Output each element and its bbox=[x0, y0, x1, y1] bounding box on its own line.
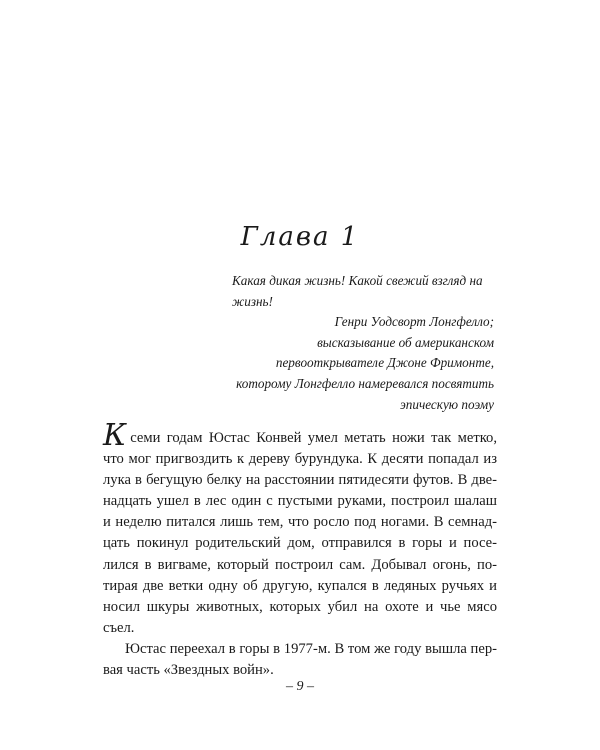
text-line: носил шкуры животных, которых убил на охоте и чье мясо bbox=[103, 598, 497, 615]
page-number: – 9 – bbox=[286, 679, 314, 694]
text-line: лука в бегущую белку на расстоянии пятидесяти футов. В две- bbox=[103, 472, 497, 489]
text-line bbox=[103, 418, 497, 453]
epigraph-attribution bbox=[232, 312, 494, 415]
text-line: и неделю питался лишь тем, что росло под ногами. В семнад- bbox=[103, 514, 497, 531]
text-line: вая часть «Звездных войн». bbox=[103, 662, 274, 679]
text-line: что мог пригвоздить к дереву бурундука. К десяти попадал из bbox=[103, 451, 497, 468]
epigraph-attribution-line: которому Лонгфелло намеревался посвятить bbox=[236, 375, 494, 391]
epigraph-attribution-line: первооткрывателе Джоне Фримонте, bbox=[275, 355, 494, 371]
epigraph bbox=[232, 271, 494, 415]
paragraph bbox=[103, 418, 497, 639]
epigraph-attribution-line: высказывание об американском bbox=[317, 334, 494, 350]
chapter-title: Глава 1 bbox=[240, 222, 360, 252]
body-text bbox=[103, 418, 497, 681]
text-line: лился в вигваме, который построил сам. Добывал огонь, по- bbox=[103, 556, 497, 573]
drop-cap: К bbox=[103, 418, 127, 453]
text-line: съел. bbox=[103, 619, 135, 636]
epigraph-quote-line: Какая дикая жизнь! Какой свежий взгляд на bbox=[232, 273, 483, 288]
epigraph-quote-line: жизнь! bbox=[232, 293, 273, 309]
text-line: Юстас переехал в горы в 1977-м. В том же году вышла пер- bbox=[125, 640, 497, 657]
paragraph bbox=[103, 639, 497, 681]
text-line: тирая две ветки одну об другую, купался в ледяных ручьях и bbox=[103, 577, 497, 594]
epigraph-quote bbox=[232, 271, 494, 312]
text-line: надцать ушел в лес один с пустыми руками, построил шалаш bbox=[103, 493, 497, 510]
epigraph-attribution-line: эпическую поэму bbox=[399, 396, 494, 412]
text-line: цать покинул родительский дом, отправился в горы и посе- bbox=[103, 535, 497, 552]
text-line-content: семи годам Юстас Конвей умел метать ножи так метко, bbox=[130, 430, 497, 446]
epigraph-attribution-line: Генри Уодсворт Лонгфелло; bbox=[334, 314, 494, 330]
